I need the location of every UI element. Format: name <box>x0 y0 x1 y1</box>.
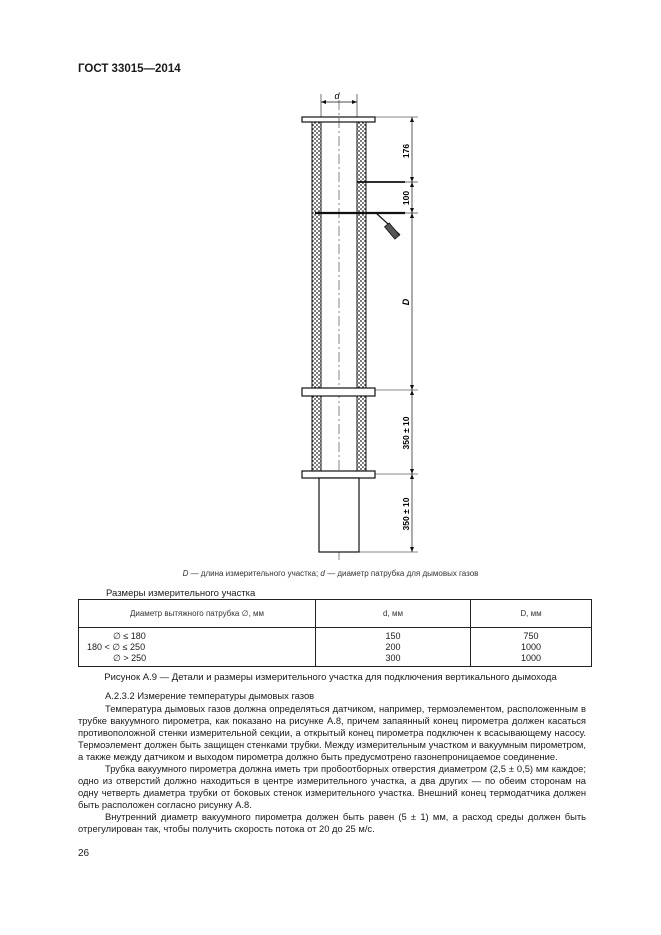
bottom-flange <box>302 471 375 478</box>
paragraph: Трубка вакуумного пирометра должна иметь три пробоотборных отверстия диаметром (2,5 ± 0,5) мм каждое; одно из отверстий должно находиться в центре измерительного участка, а два других — по обеим сторонам на одну четверть диаметра трубки от боковых стенок измерительного участка. Внешний конец термодатчика должен быть расположен согласно рисунку А.8. <box>78 763 586 810</box>
dim-D-label: D <box>401 298 411 306</box>
table-title: Размеры измерительного участка <box>106 588 256 599</box>
table-row: ∅ > 250 300 1000 <box>79 653 592 667</box>
page-number: 26 <box>78 848 90 859</box>
table-header-D: D, мм <box>471 600 592 628</box>
dim-d-label: d <box>334 91 340 101</box>
middle-flange <box>302 388 375 396</box>
top-flange <box>302 117 375 122</box>
pyrometer-handle <box>385 223 400 239</box>
exhaust-spigot <box>319 478 359 552</box>
table-header-diameter: Диаметр вытяжного патрубка ∅, мм <box>79 600 316 628</box>
dimensions-table <box>78 599 592 667</box>
table-row: ∅ ≤ 180 150 750 <box>79 628 592 643</box>
insulation-right-lower <box>357 396 366 471</box>
dim-176-label: 176 <box>401 143 411 159</box>
insulation-left-lower <box>312 396 321 471</box>
paragraph: Температура дымовых газов должна определяться датчиком, например, термоэлементом, расположенным в трубке вакуумного пирометра, как показано на рисунке А.8, причем запаянный конец пирометра должен касаться противоположной стенки измерительной секции, а открытый конец пирометра подключен к всасывающему насосу. Термоэлемент должен быть защищен стенками трубки. Между измерительным участком и вакуумным пирометром, а также между датчиком и выходом пирометра должно быть предусмотрено газонепроницаемое соединение. <box>78 703 586 762</box>
figure-legend: D — длина измерительного участка; d — диаметр патрубка для дымовых газов <box>182 569 479 578</box>
section-heading: А.2.3.2 Измерение температуры дымовых газов <box>105 690 315 701</box>
dim-100-label: 100 <box>401 190 411 206</box>
table-header-d: d, мм <box>316 600 471 628</box>
insulation-right-upper <box>357 122 366 388</box>
document-header: ГОСТ 33015—2014 <box>78 63 181 75</box>
insulation-left-upper <box>312 122 321 388</box>
dim-350-upper-label: 350 ± 10 <box>401 416 411 450</box>
table-row: 180 < ∅ ≤ 250 200 1000 <box>79 642 592 653</box>
dim-350-lower-label: 350 ± 10 <box>401 497 411 531</box>
figure-title: Рисунок А.9 — Детали и размеры измерительного участка для подключения вертикального дымохода <box>104 672 557 683</box>
paragraph: Внутренний диаметр вакуумного пирометра должен быть равен (5 ± 1) мм, а расход среды должен быть отрегулирован так, чтобы получить скорость потока от 20 до 25 м/с. <box>78 811 586 834</box>
